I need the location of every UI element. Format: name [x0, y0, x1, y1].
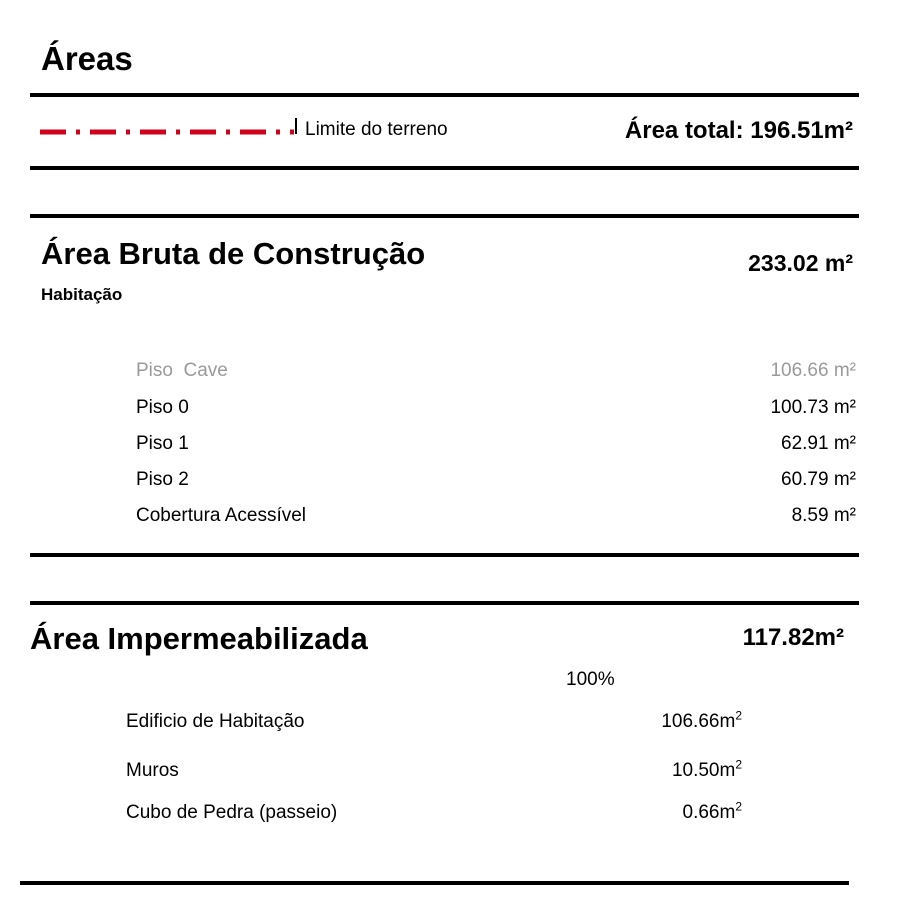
- divider: [30, 214, 859, 218]
- floor-value: 100.73 m²: [770, 397, 856, 418]
- divider: [30, 601, 859, 605]
- divider: [30, 93, 859, 97]
- legend-label: Limite do terreno: [305, 119, 448, 140]
- section-total-bruta: 233.02 m²: [748, 250, 853, 276]
- floor-label: Piso Cave: [136, 360, 228, 381]
- floor-value: 62.91 m²: [781, 433, 856, 454]
- floor-label: Cobertura Acessível: [136, 505, 307, 526]
- surface-value: [671, 757, 742, 782]
- surface-label: Edificio de Habitação: [126, 711, 305, 732]
- superscript: 2: [735, 708, 742, 723]
- dash-dot-line-icon: [38, 118, 298, 148]
- section-subtitle: Habitação: [41, 285, 123, 304]
- surface-label: Cubo de Pedra (passeio): [126, 802, 338, 823]
- floor-value: 106.66 m²: [770, 360, 856, 381]
- floor-label: Piso 2: [136, 469, 189, 490]
- floor-label: Piso 1: [136, 433, 189, 454]
- section-total-imperm: 117.82m²: [742, 624, 844, 651]
- surface-value: [682, 799, 743, 824]
- divider: [30, 166, 859, 170]
- surface-value-number: 0.66m: [682, 802, 736, 823]
- divider: [30, 553, 859, 557]
- superscript: 2: [735, 799, 742, 814]
- floor-label: Piso 0: [136, 397, 189, 418]
- surface-value-number: 106.66m: [661, 711, 736, 732]
- surface-value-number: 10.50m: [671, 760, 736, 781]
- terrain-limit-legend: [38, 118, 298, 148]
- floor-value: 8.59 m²: [791, 505, 856, 526]
- section-title-bruta: Área Bruta de Construção: [41, 236, 426, 271]
- surface-label: Muros: [126, 760, 179, 781]
- section-title-imperm: Área Impermeabilizada: [30, 621, 368, 656]
- percent-label: 100%: [566, 669, 615, 690]
- superscript: 2: [735, 757, 742, 772]
- surface-value: [661, 708, 742, 733]
- floor-value: 60.79 m²: [781, 469, 856, 490]
- page-title: Áreas: [41, 40, 133, 77]
- divider: [20, 881, 849, 885]
- total-area: Área total: 196.51m²: [624, 117, 853, 144]
